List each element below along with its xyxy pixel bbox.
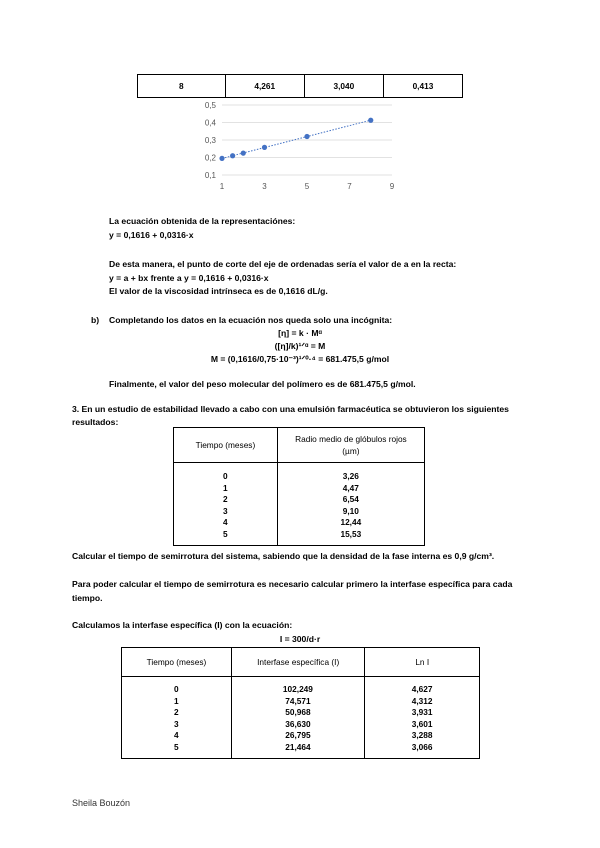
table-row [122,676,480,696]
table-cell: 6,54 [277,494,424,506]
table-cell: 4,312 [365,696,480,708]
paragraph: Calcular el tiempo de semirrotura del sistema, sabiendo que la densidad de la fase interna es 0,9 g/cm³. [72,551,495,561]
equation: [η] = k · Mᵅ [278,328,322,338]
paragraph: Para poder calcular el tiempo de semirrotura es necesario calcular primero la interfase específica para cada [72,579,513,589]
y-tick-label: 0,5 [204,101,216,110]
table-row [122,730,480,742]
paragraph: La ecuación obtenida de la representaciónes: [109,216,296,226]
table-cell: 4 [174,517,278,529]
y-tick-label: 0,2 [204,153,216,163]
table-row [174,463,425,483]
table-header-row [122,648,480,677]
header-line: (µm) [342,446,360,456]
table-cell: 4,47 [277,483,424,495]
table-row [174,506,425,518]
table-row [122,719,480,731]
header-line: Radio medio de glóbulos rojos [295,434,407,444]
table-cell: 3,066 [365,742,480,758]
table-cell: 4 [122,730,232,742]
table-cell: 102,249 [231,676,365,696]
table-row [174,483,425,495]
y-tick-label: 0,3 [204,136,216,145]
data-point [368,118,373,123]
paragraph: y = a + bx frente a y = 0,1616 + 0,0316·x [109,273,269,283]
table-cell: 4,261 [225,75,304,98]
table-cell: 0,413 [383,75,462,98]
paragraph: tiempo. [72,593,103,603]
equation: I = 300/d·r [279,634,321,644]
table-cell: 21,464 [231,742,365,758]
data-point [230,153,235,158]
table-row [174,517,425,529]
table-row [174,529,425,545]
data-point [241,151,246,156]
table-cell: 1 [122,696,232,708]
globule-radius-table [173,427,425,463]
table-cell: 9,10 [277,506,424,518]
table-cell: 36,630 [231,719,365,731]
table-cell: 3,26 [277,463,424,483]
table-header-row [174,428,425,463]
globule-radius-table-body [173,463,425,546]
data-point [219,156,224,161]
table-cell: 3,288 [365,730,480,742]
interface-table [121,676,480,759]
table-cell: 74,571 [231,696,365,708]
x-tick-label: 9 [389,182,395,191]
data-point [262,145,267,150]
column-header: Interfase específica (I) [231,648,365,677]
table-row [138,75,463,98]
paragraph: De esta manera, el punto de corte del eje de ordenadas sería el valor de a en la recta: [109,259,457,269]
data-point [304,134,309,139]
y-tick-label: 0,1 [204,171,216,180]
scatter-chart [195,100,410,196]
table-cell: 5 [122,742,232,758]
equation-text: y = 0,1616 + 0,0316·x [109,230,194,240]
footer-author: Sheila Bouzón [72,798,131,808]
table-cell: 2 [174,494,278,506]
x-tick-label: 5 [304,182,310,191]
x-tick-label: 1 [219,182,225,191]
table-cell: 3,601 [365,719,480,731]
x-tick-label: 7 [347,182,352,191]
column-header: Tiempo (meses) [174,428,278,463]
question-text: 3. En un estudio de estabilidad llevado a cabo con una emulsión farmacéutica se obtuvieron los siguientes [72,404,509,414]
table-row [122,742,480,758]
column-header: Tiempo (meses) [122,648,232,677]
table-cell: 3,040 [304,75,383,98]
x-tick-label: 3 [262,182,267,191]
table-cell: 2 [122,707,232,719]
column-header [277,428,424,463]
y-tick-label: 0,4 [204,118,216,128]
table-cell: 8 [138,75,226,98]
table-cell: 1 [174,483,278,495]
question-text: resultados: [72,417,119,427]
table-cell: 12,44 [277,517,424,529]
paragraph: Completando los datos en la ecuación nos queda solo una incógnita: [109,315,393,325]
table-cell: 3 [122,719,232,731]
table-row [122,707,480,719]
paragraph: Calculamos la interfase específica (I) con la ecuación: [72,620,293,630]
table-cell: 0 [174,463,278,483]
table-cell: 15,53 [277,529,424,545]
table-cell: 3 [174,506,278,518]
table-cell: 26,795 [231,730,365,742]
interface-table-header [121,647,480,677]
table-cell: 5 [174,529,278,545]
top-data-table [137,74,463,98]
table-cell: 3,931 [365,707,480,719]
column-header: Ln I [365,648,480,677]
table-cell: 50,968 [231,707,365,719]
paragraph: Finalmente, el valor del peso molecular del polímero es de 681.475,5 g/mol. [109,379,416,389]
paragraph: El valor de la viscosidad intrínseca es de 0,1616 dL/g. [109,286,328,296]
table-row [174,494,425,506]
section-label: b) [91,315,100,325]
table-cell: 4,627 [365,676,480,696]
table-cell: 0 [122,676,232,696]
equation: ([η]/k)¹ᐟᵅ = M [274,341,326,351]
equation: M = (0,1616/0,75·10⁻³)¹ᐟ⁰·⁴ = 681.475,5 g/mol [210,354,390,364]
table-row [122,696,480,708]
